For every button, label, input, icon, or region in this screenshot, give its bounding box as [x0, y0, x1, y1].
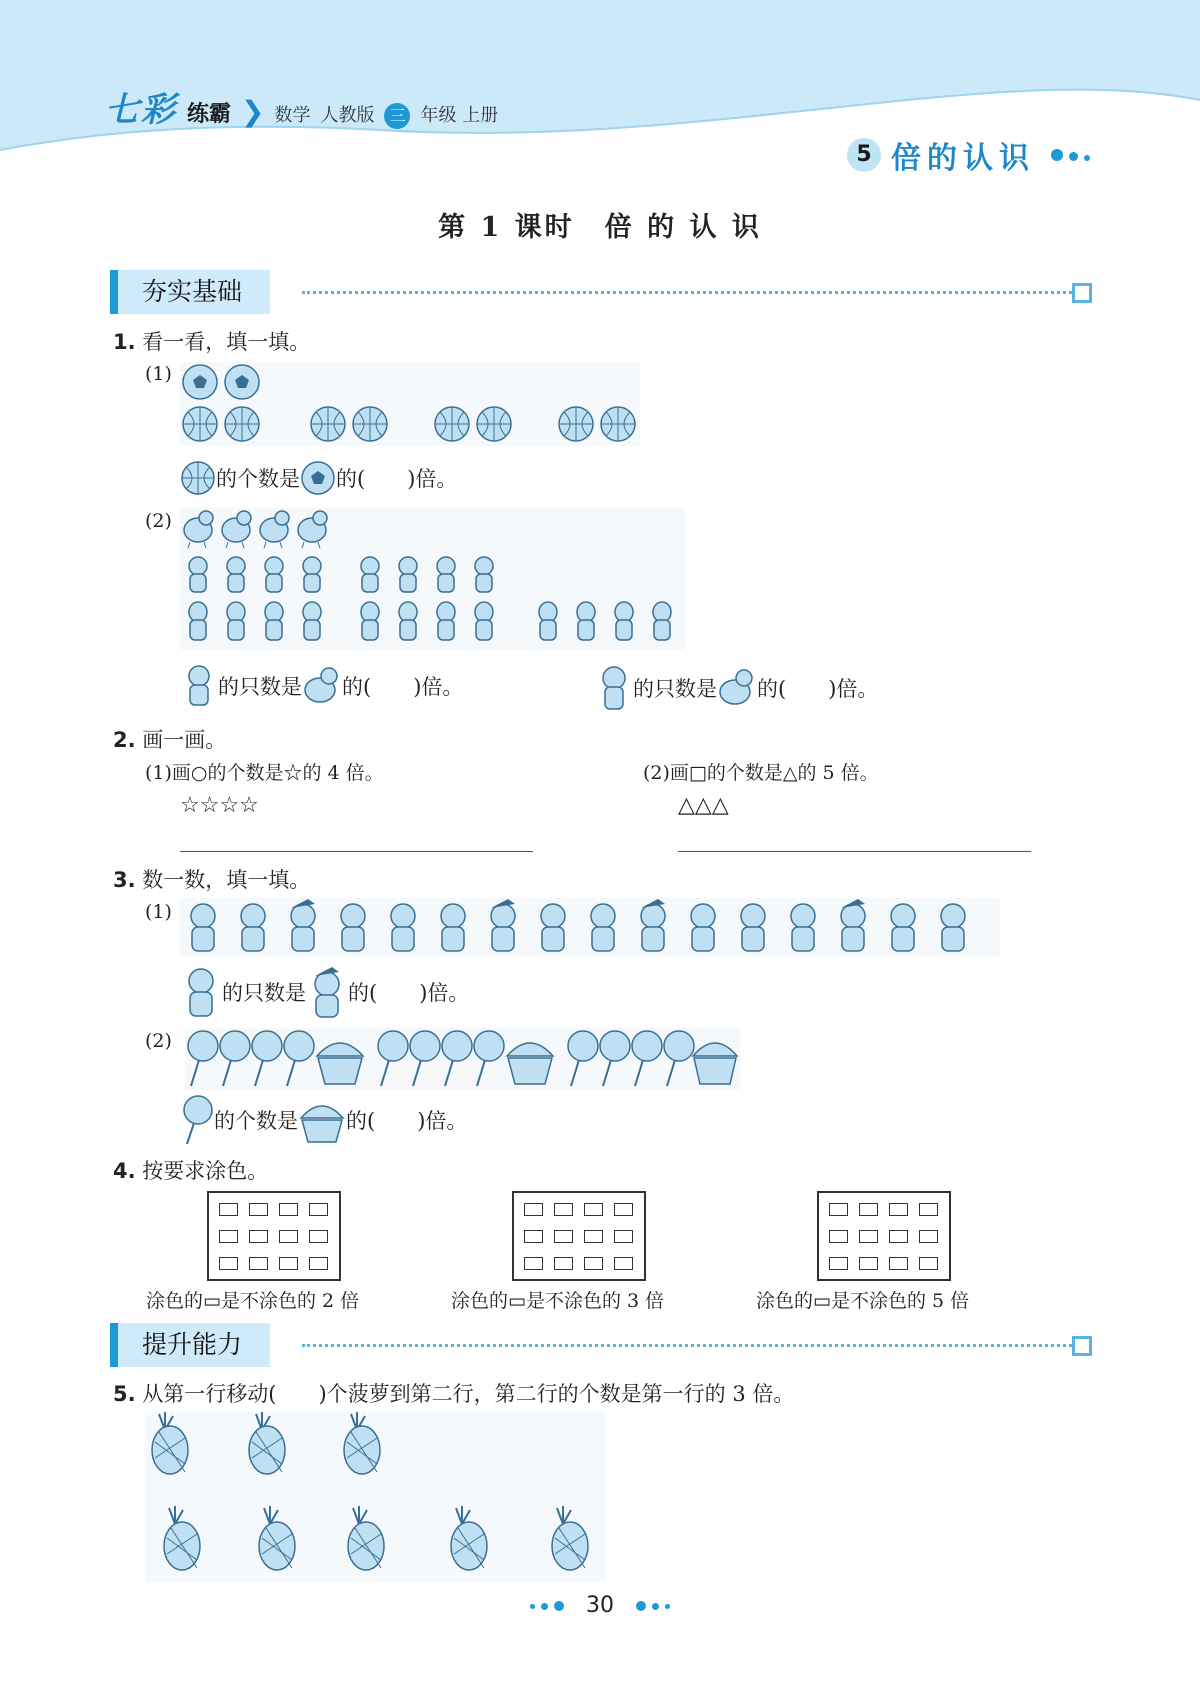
dog-icon — [303, 602, 321, 640]
pineapple-icon — [348, 1506, 384, 1570]
page-number: 30 — [586, 1593, 614, 1618]
lollipop-icon — [252, 1031, 282, 1086]
cat-with-hat-icon — [641, 899, 665, 951]
cat-icon — [475, 557, 493, 592]
soccer-ball-icon — [300, 460, 336, 496]
q4-prompt: 按要求涂色。 — [142, 1159, 269, 1183]
dog-icon — [653, 602, 671, 640]
q3-prompt: 数一数，填一填。 — [142, 868, 311, 892]
blank-times[interactable]: 的( )倍。 — [336, 467, 458, 491]
bird-icon — [184, 511, 213, 548]
bird-icon — [260, 511, 289, 548]
cat-icon — [591, 904, 615, 951]
dog-icon — [265, 602, 283, 640]
basketball-icon — [477, 407, 511, 441]
unit-number: 5 — [847, 138, 881, 172]
basketball-icon — [311, 407, 345, 441]
cupcake-icon — [693, 1043, 737, 1084]
q2-part2-drawing-line[interactable] — [678, 851, 1031, 852]
pineapple-icon — [344, 1412, 380, 1474]
q1-prompt: 看一看，填一填。 — [142, 330, 311, 354]
page-footer — [0, 1593, 1200, 1618]
section-header-basic — [110, 270, 1090, 314]
q4-caption-2: 涂色的▭是不涂色的 3 倍 — [451, 1290, 665, 1312]
cat-icon — [265, 557, 283, 592]
chevron-right-icon: ❯ — [241, 95, 265, 128]
basketball-icon — [180, 460, 216, 496]
dog-icon — [595, 664, 633, 712]
q4-grid-1[interactable] — [207, 1191, 341, 1281]
cat-icon — [189, 557, 207, 592]
lollipop-icon — [378, 1031, 408, 1086]
q3-part1-label: (1) — [145, 901, 172, 923]
cat-icon — [437, 557, 455, 592]
q1-part2-answer-left: 的只数是 的( )倍。 — [180, 664, 463, 708]
cat-with-hat-icon — [306, 966, 348, 1018]
section-header-advanced — [110, 1323, 1090, 1367]
pineapple-icon — [451, 1506, 487, 1570]
pineapple-icon — [164, 1506, 200, 1570]
q3-part2-answer: 的个数是 的( )倍。 — [180, 1094, 467, 1146]
lollipop-icon — [284, 1031, 314, 1086]
pineapple-icon — [552, 1506, 588, 1570]
cat-icon — [180, 664, 218, 708]
cat-icon — [941, 904, 965, 951]
grade-number: 三 — [384, 103, 410, 129]
lollipop-icon — [474, 1031, 504, 1086]
grade-label: 年级 上册 — [420, 105, 499, 126]
soccer-ball-icon — [183, 365, 217, 399]
q2-part1-text: (1)画○的个数是☆的 4 倍。 — [145, 762, 384, 784]
q3-part1-answer: 的只数是 的( )倍。 — [180, 966, 469, 1018]
question-5: 5. 从第一行移动( )个菠萝到第二行，第二行的个数是第一行的 3 倍。 — [113, 1382, 795, 1406]
q1-balls-figure — [180, 362, 640, 446]
basketball-icon — [225, 407, 259, 441]
unit-title-block — [847, 133, 1090, 177]
q3-part2-label: (2) — [145, 1030, 172, 1052]
lollipop-icon — [442, 1031, 472, 1086]
basketball-icon — [435, 407, 469, 441]
cat-icon — [303, 557, 321, 592]
lollipop-icon — [600, 1031, 630, 1086]
dog-row — [189, 602, 671, 640]
q2-part1-drawing-line[interactable] — [180, 851, 533, 852]
basketball-icon — [183, 407, 217, 441]
decor-dots — [1045, 146, 1090, 165]
cat-with-hat-icon — [841, 899, 865, 951]
q1-part1-answer: 的个数是 的( )倍。 — [180, 460, 457, 496]
q2-stars: ☆☆☆☆ — [180, 793, 259, 818]
dog-icon — [227, 602, 245, 640]
blank-times[interactable]: 的( )倍。 — [342, 675, 464, 699]
lollipop-icon — [188, 1031, 218, 1086]
cat-icon — [791, 904, 815, 951]
blank-times[interactable]: 的( )倍。 — [757, 677, 879, 701]
pineapple-icon — [152, 1412, 188, 1474]
cat-icon — [541, 904, 565, 951]
q3-cats-figure — [180, 898, 1000, 956]
dog-icon — [577, 602, 595, 640]
blank-times[interactable]: 的( )倍。 — [346, 1109, 468, 1133]
basketball-row — [183, 407, 635, 441]
dog-icon — [361, 602, 379, 640]
q4-caption-3: 涂色的▭是不涂色的 5 倍 — [756, 1290, 970, 1312]
cat-icon — [691, 904, 715, 951]
brand-header — [105, 82, 498, 131]
dog-icon — [615, 602, 633, 640]
cat-icon — [891, 904, 915, 951]
cat-with-hat-icon — [291, 899, 315, 951]
cat-icon — [180, 966, 222, 1018]
q5-pineapples-figure — [145, 1412, 605, 1582]
lollipop-icon — [220, 1031, 250, 1086]
soccer-ball-icon — [225, 365, 259, 399]
dog-icon — [189, 602, 207, 640]
cat-with-hat-icon — [491, 899, 515, 951]
pineapple-icon — [259, 1506, 295, 1570]
lollipop-icon — [664, 1031, 694, 1086]
dog-icon — [475, 602, 493, 640]
dog-icon — [539, 602, 557, 640]
basketball-icon — [353, 407, 387, 441]
q4-grid-2[interactable] — [512, 1191, 646, 1281]
cat-icon — [441, 904, 465, 951]
question-4: 4. 按要求涂色。 — [113, 1159, 269, 1183]
unit-title: 倍的认识 — [891, 141, 1035, 176]
lollipop-icon — [180, 1094, 214, 1146]
bird-icon — [717, 666, 757, 710]
question-2: 2. 画一画。 — [113, 728, 227, 752]
cat-icon — [361, 557, 379, 592]
q4-grid-3[interactable] — [817, 1191, 951, 1281]
lollipop-icon — [410, 1031, 440, 1086]
cat-icon — [341, 904, 365, 951]
q1-part2-answer-right: 的只数是 的( )倍。 — [595, 664, 878, 712]
bird-icon — [298, 511, 327, 548]
bird-row — [184, 511, 327, 548]
brand-name: 练霸 — [187, 102, 232, 127]
q1-animals-figure — [180, 508, 685, 650]
pineapple-row-2 — [164, 1506, 588, 1570]
lollipop-icon — [632, 1031, 662, 1086]
q2-part2-text: (2)画□的个数是△的 5 倍。 — [643, 762, 879, 784]
lollipop-icon — [568, 1031, 598, 1086]
basketball-icon — [559, 407, 593, 441]
q1-part1-label: (1) — [145, 363, 172, 385]
cat-icon — [227, 557, 245, 592]
q1-part2-label: (2) — [145, 510, 172, 532]
q2-prompt: 画一画。 — [142, 728, 227, 752]
q3-lollipops-cakes-figure — [185, 1028, 740, 1090]
cupcake-icon — [507, 1043, 553, 1084]
question-3: 3. 数一数，填一填。 — [113, 868, 311, 892]
blank-times[interactable]: 的( )倍。 — [348, 981, 470, 1005]
question-1: 1. 看一看，填一填。 — [113, 330, 311, 354]
section-label: 夯实基础 — [118, 270, 270, 314]
dog-icon — [437, 602, 455, 640]
bird-icon — [222, 511, 251, 548]
cat-icon — [741, 904, 765, 951]
lesson-title: 第 1 课时 倍 的 认 识 — [438, 212, 762, 243]
q4-caption-1: 涂色的▭是不涂色的 2 倍 — [146, 1290, 360, 1312]
pineapple-row-1 — [152, 1412, 380, 1474]
pineapple-icon — [249, 1412, 285, 1474]
q5-prompt[interactable]: 从第一行移动( )个菠萝到第二行，第二行的个数是第一行的 3 倍。 — [142, 1382, 795, 1406]
section-label: 提升能力 — [118, 1323, 270, 1367]
q2-triangles: △△△ — [678, 793, 729, 818]
brand-logo: 七彩 — [105, 90, 177, 130]
basketball-icon — [601, 407, 635, 441]
cupcake-icon — [298, 1096, 346, 1144]
cat-icon — [191, 904, 215, 951]
cat-icon — [241, 904, 265, 951]
cupcake-icon — [317, 1043, 363, 1084]
dog-icon — [399, 602, 417, 640]
subject: 数学 — [274, 105, 311, 126]
cat-row — [189, 557, 493, 592]
cat-icon — [391, 904, 415, 951]
bird-icon — [302, 664, 342, 708]
edition: 人教版 — [320, 105, 375, 126]
cat-icon — [399, 557, 417, 592]
